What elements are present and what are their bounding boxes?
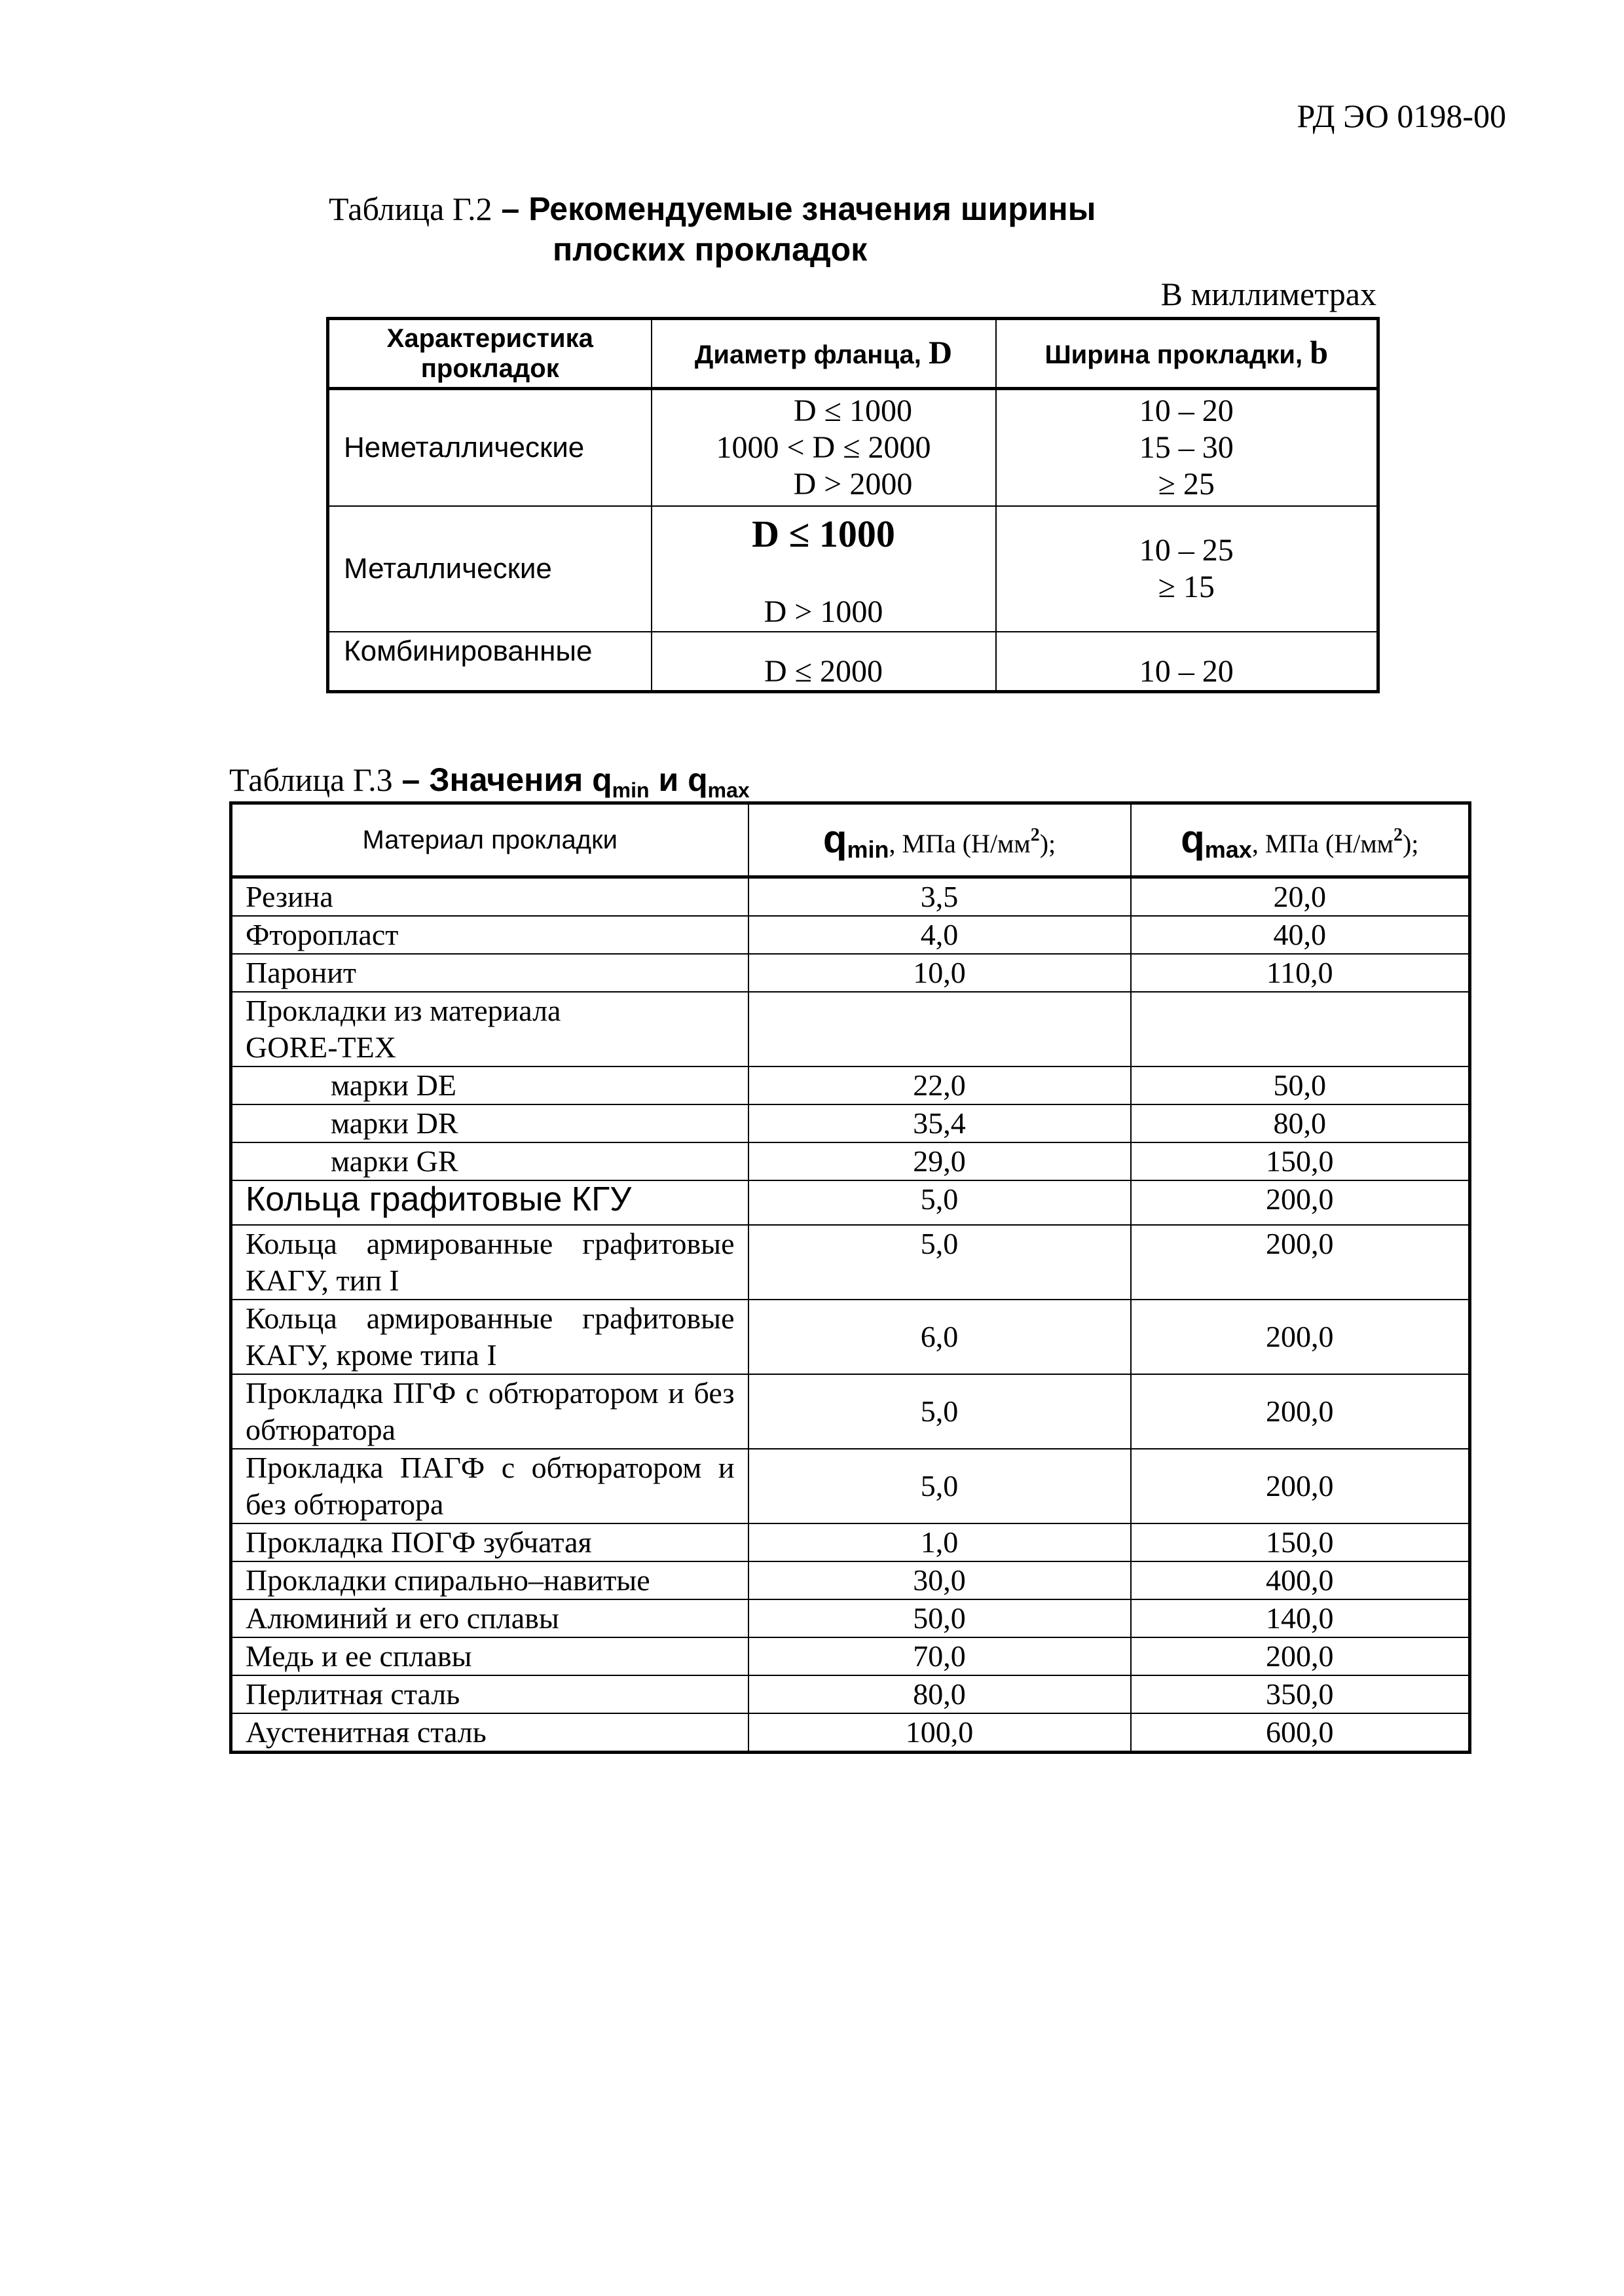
table-row	[328, 632, 1378, 692]
gasket-type: Неметаллические	[328, 389, 652, 507]
table-g2-caption-title-line2: плоских прокладок	[553, 231, 868, 268]
gasket-width: 10 – 20	[1139, 654, 1234, 689]
qmin-value: 1,0	[748, 1523, 1131, 1561]
table-row	[231, 916, 1470, 954]
table-row	[231, 1104, 1470, 1142]
qmax-value: 200,0	[1131, 1449, 1470, 1523]
table-row	[231, 1637, 1470, 1675]
table-row	[231, 954, 1470, 992]
material-name: Алюминий и его сплавы	[231, 1599, 748, 1637]
qmax-value: 150,0	[1131, 1142, 1470, 1180]
material-name: марки GR	[231, 1142, 748, 1180]
qmax-value: 20,0	[1131, 877, 1470, 917]
qmin-value: 30,0	[748, 1561, 1131, 1599]
qmax-unit: , МПа (Н/мм	[1251, 829, 1393, 858]
material-name: Аустенитная сталь	[231, 1713, 748, 1753]
table-row	[231, 1599, 1470, 1637]
table-g2-caption-prefix: Таблица Г.2	[329, 191, 492, 227]
flange-diameter-cell	[652, 389, 996, 507]
material-name: Прокладки из материала GORE-TEX	[231, 992, 748, 1066]
qmax-value: 40,0	[1131, 916, 1470, 954]
table-g2-header-row	[328, 319, 1378, 389]
qmin-value: 3,5	[748, 877, 1131, 917]
qmin-value: 4,0	[748, 916, 1131, 954]
qmin-value: 50,0	[748, 1599, 1131, 1637]
table-row	[231, 1142, 1470, 1180]
material-name: Прокладка ПАГФ с обтюратором и без обтюратора	[231, 1449, 748, 1523]
flange-diameter-cell	[652, 506, 996, 632]
qmin-value	[748, 992, 1131, 1066]
material-name: Кольца армированные графитовые КАГУ, тип I	[231, 1225, 748, 1300]
qmin-subscript: min	[847, 836, 889, 863]
qmax-value: 80,0	[1131, 1104, 1470, 1142]
table-g2-header-diameter-symbol: D	[929, 334, 953, 371]
table-g3	[229, 801, 1471, 1754]
qmax-value: 140,0	[1131, 1599, 1470, 1637]
table-g2-caption-title-line1: Рекомендуемые значения ширины	[528, 191, 1096, 227]
material-name: Паронит	[231, 954, 748, 992]
qmax-symbol: q	[1181, 817, 1205, 861]
table-row	[231, 1713, 1470, 1753]
material-name: Резина	[231, 877, 748, 917]
qmin-value: 5,0	[748, 1225, 1131, 1300]
material-name: Кольца графитовые КГУ	[231, 1180, 748, 1225]
table-g2-header-width-label: Ширина прокладки,	[1044, 340, 1310, 369]
qmin-value: 70,0	[748, 1637, 1131, 1675]
material-name: марки DR	[231, 1104, 748, 1142]
qmin-value: 80,0	[748, 1675, 1131, 1713]
table-g3-caption-sub-min: min	[612, 778, 650, 802]
material-name: Медь и ее сплавы	[231, 1637, 748, 1675]
gasket-width-cell	[996, 389, 1378, 507]
qmax-value: 200,0	[1131, 1374, 1470, 1449]
qmin-value: 5,0	[748, 1374, 1131, 1449]
qmin-value: 10,0	[748, 954, 1131, 992]
flange-diameter-cell	[652, 632, 996, 692]
table-row	[231, 1300, 1470, 1374]
flange-diameter: D > 1000	[764, 594, 883, 629]
table-g2-caption-dash: –	[492, 191, 529, 227]
gasket-width: 10 – 20	[1139, 393, 1234, 428]
gasket-width: ≥ 25	[1158, 467, 1215, 501]
table-g3-header-row	[231, 803, 1470, 877]
material-name: Перлитная сталь	[231, 1675, 748, 1713]
gasket-type: Комбинированные	[328, 632, 652, 692]
qmax-value: 200,0	[1131, 1225, 1470, 1300]
qmax-value: 50,0	[1131, 1066, 1470, 1104]
qmin-value: 35,4	[748, 1104, 1131, 1142]
table-row	[231, 992, 1470, 1066]
table-row	[231, 1180, 1470, 1225]
qmax-value: 200,0	[1131, 1300, 1470, 1374]
qmin-value: 22,0	[748, 1066, 1131, 1104]
gasket-type: Металлические	[328, 506, 652, 632]
table-row	[328, 389, 1378, 507]
material-name: марки DE	[231, 1066, 748, 1104]
qmin-value: 5,0	[748, 1449, 1131, 1523]
qmax-unit-power: 2	[1393, 825, 1403, 845]
table-g2-header-characteristic: Характеристика прокладок	[328, 319, 652, 389]
qmax-value	[1131, 992, 1470, 1066]
qmax-value: 200,0	[1131, 1637, 1470, 1675]
gasket-width: 15 – 30	[1139, 430, 1234, 465]
qmin-value: 6,0	[748, 1300, 1131, 1374]
qmax-value: 400,0	[1131, 1561, 1470, 1599]
qmin-value: 29,0	[748, 1142, 1131, 1180]
table-g2-header-diameter	[652, 319, 996, 389]
gasket-width: 10 – 25	[1139, 533, 1234, 568]
qmax-value: 200,0	[1131, 1180, 1470, 1225]
table-g2-units: В миллиметрах	[1160, 276, 1376, 312]
table-row	[231, 1225, 1470, 1300]
table-g3-caption-prefix: Таблица Г.3	[229, 761, 393, 798]
qmax-unit-end: );	[1402, 829, 1419, 858]
table-g3-header-material: Материал прокладки	[231, 803, 748, 877]
gasket-width-cell	[996, 506, 1378, 632]
table-g3-header-qmin	[748, 803, 1131, 877]
qmax-value: 110,0	[1131, 954, 1470, 992]
table-g3-caption	[229, 761, 750, 803]
material-name: Кольца армированные графитовые КАГУ, кроме типа I	[231, 1300, 748, 1374]
table-row	[328, 506, 1378, 632]
table-g2-caption	[329, 189, 1096, 270]
flange-diameter: D ≤ 1000	[793, 393, 912, 428]
table-g3-caption-sub-max: max	[707, 778, 750, 802]
table-row	[231, 1523, 1470, 1561]
table-row	[231, 877, 1470, 917]
document-code: РД ЭО 0198-00	[1297, 98, 1506, 134]
material-name: Фторопласт	[231, 916, 748, 954]
qmin-value: 100,0	[748, 1713, 1131, 1753]
qmax-value: 150,0	[1131, 1523, 1470, 1561]
flange-diameter: 1000 < D ≤ 2000	[716, 430, 931, 465]
qmax-subscript: max	[1204, 836, 1252, 863]
qmin-unit-power: 2	[1030, 825, 1040, 845]
qmin-value: 5,0	[748, 1180, 1131, 1225]
table-row	[231, 1449, 1470, 1523]
qmax-value: 600,0	[1131, 1713, 1470, 1753]
material-name: Прокладка ПГФ с обтюратором и без обтюратора	[231, 1374, 748, 1449]
table-g3-caption-and: и q	[649, 761, 708, 798]
qmin-unit-end: );	[1039, 829, 1056, 858]
gasket-width-cell	[996, 632, 1378, 692]
gasket-width: ≥ 15	[1158, 570, 1215, 604]
table-row	[231, 1561, 1470, 1599]
table-g2-header-width-symbol: b	[1310, 334, 1329, 371]
table-row	[231, 1675, 1470, 1713]
flange-diameter: D ≤ 2000	[764, 654, 883, 689]
flange-diameter: D ≤ 1000	[752, 513, 895, 555]
table-g3-header-qmax	[1131, 803, 1470, 877]
flange-diameter: D > 2000	[793, 467, 913, 501]
table-g2	[326, 317, 1380, 693]
table-g3-caption-title: Значения q	[429, 761, 612, 798]
table-row	[231, 1066, 1470, 1104]
qmin-unit: , МПа (Н/мм	[889, 829, 1031, 858]
table-g3-caption-dash: –	[392, 761, 430, 798]
table-row	[231, 1374, 1470, 1449]
table-g2-header-diameter-label: Диаметр фланца,	[694, 340, 929, 369]
material-name: Прокладки спирально–навитые	[231, 1561, 748, 1599]
material-name: Прокладка ПОГФ зубчатая	[231, 1523, 748, 1561]
table-g2-header-width	[996, 319, 1378, 389]
qmax-value: 350,0	[1131, 1675, 1470, 1713]
qmin-symbol: q	[822, 817, 847, 861]
